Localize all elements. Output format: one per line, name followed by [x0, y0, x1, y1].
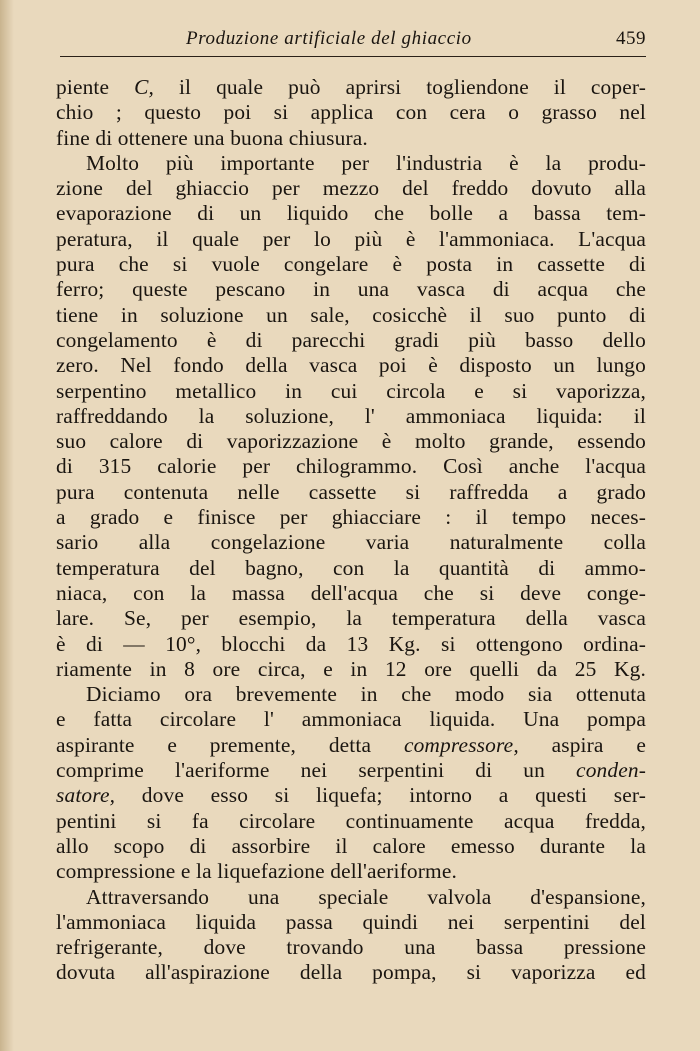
text-line: l'ammoniaca liquida passa quindi nei serpentini del [56, 909, 646, 934]
text-line: temperatura del bagno, con la quantità di ammo- [56, 555, 646, 580]
body-text [56, 75, 646, 986]
page-header [60, 26, 646, 57]
text-line: lare. Se, per esempio, la temperatura della vasca [56, 606, 646, 631]
text-line: aspirante e premente, detta compressore, aspira e [56, 732, 646, 757]
text-line: pura contenuta nelle cassette si raffredda a grado [56, 479, 646, 504]
text-line: refrigerante, dove trovando una bassa pressione [56, 935, 646, 960]
text-line: a grado e finisce per ghiacciare : il tempo neces- [56, 505, 646, 530]
text-line: compressione e la liquefazione dell'aeriforme. [56, 859, 457, 884]
text-line: ferro; queste pescano in una vasca di acqua che [56, 277, 646, 302]
text-line: zero. Nel fondo della vasca poi è disposto un lungo [56, 353, 646, 378]
text-line: Attraversando una speciale valvola d'espansione, [86, 884, 646, 909]
text-line: è di — 10°, blocchi da 13 Kg. si ottengono ordina- [56, 631, 646, 656]
page-number: 459 [616, 28, 646, 49]
text-line: Diciamo ora brevemente in che modo sia ottenuta [86, 682, 646, 707]
text-line: di 315 calorie per chilogrammo. Così anche l'acqua [56, 454, 646, 479]
text-line: pura che si vuole congelare è posta in cassette di [56, 252, 646, 277]
text-line: dovuta all'aspirazione della pompa, si vaporizza ed [56, 960, 646, 985]
text-line: tiene in soluzione un sale, cosicchè il suo punto di [56, 302, 646, 327]
text-line: comprime l'aeriforme nei serpentini di un conden- [56, 758, 646, 783]
text-line: raffreddando la soluzione, l' ammoniaca liquida: il [56, 403, 646, 428]
text-line: riamente in 8 ore circa, e in 12 ore quelli da 25 Kg. [56, 656, 646, 681]
text-line: niaca, con la massa dell'acqua che si deve conge- [56, 580, 646, 605]
text-line: zione del ghiaccio per mezzo del freddo dovuto alla [56, 176, 646, 201]
text-line: piente C, il quale può aprirsi togliendone il coper- [56, 75, 646, 99]
running-title: Produzione artificiale del ghiaccio [186, 28, 472, 49]
text-line: peratura, il quale per lo più è l'ammoniaca. L'acqua [56, 226, 646, 251]
text-line: allo scopo di assorbire il calore emesso durante la [56, 833, 646, 858]
text-line: evaporazione di un liquido che bolle a bassa tem- [56, 201, 646, 226]
text-line: satore, dove esso si liquefa; intorno a questi ser- [56, 783, 646, 808]
text-line: sario alla congelazione varia naturalmente colla [56, 530, 646, 555]
text-line: chio ; questo poi si applica con cera o grasso nel [56, 100, 646, 125]
text-line: serpentino metallico in cui circola e si vaporizza, [56, 378, 646, 403]
text-line: suo calore di vaporizzazione è molto grande, essendo [56, 429, 646, 454]
text-line: pentini si fa circolare continuamente acqua fredda, [56, 808, 646, 833]
text-line: congelamento è di parecchi gradi più basso dello [56, 327, 646, 352]
text-line: e fatta circolare l' ammoniaca liquida. Una pompa [56, 707, 646, 732]
text-line: Molto più importante per l'industria è la produ- [86, 150, 646, 175]
text-line: fine di ottenere una buona chiusura. [56, 125, 368, 150]
